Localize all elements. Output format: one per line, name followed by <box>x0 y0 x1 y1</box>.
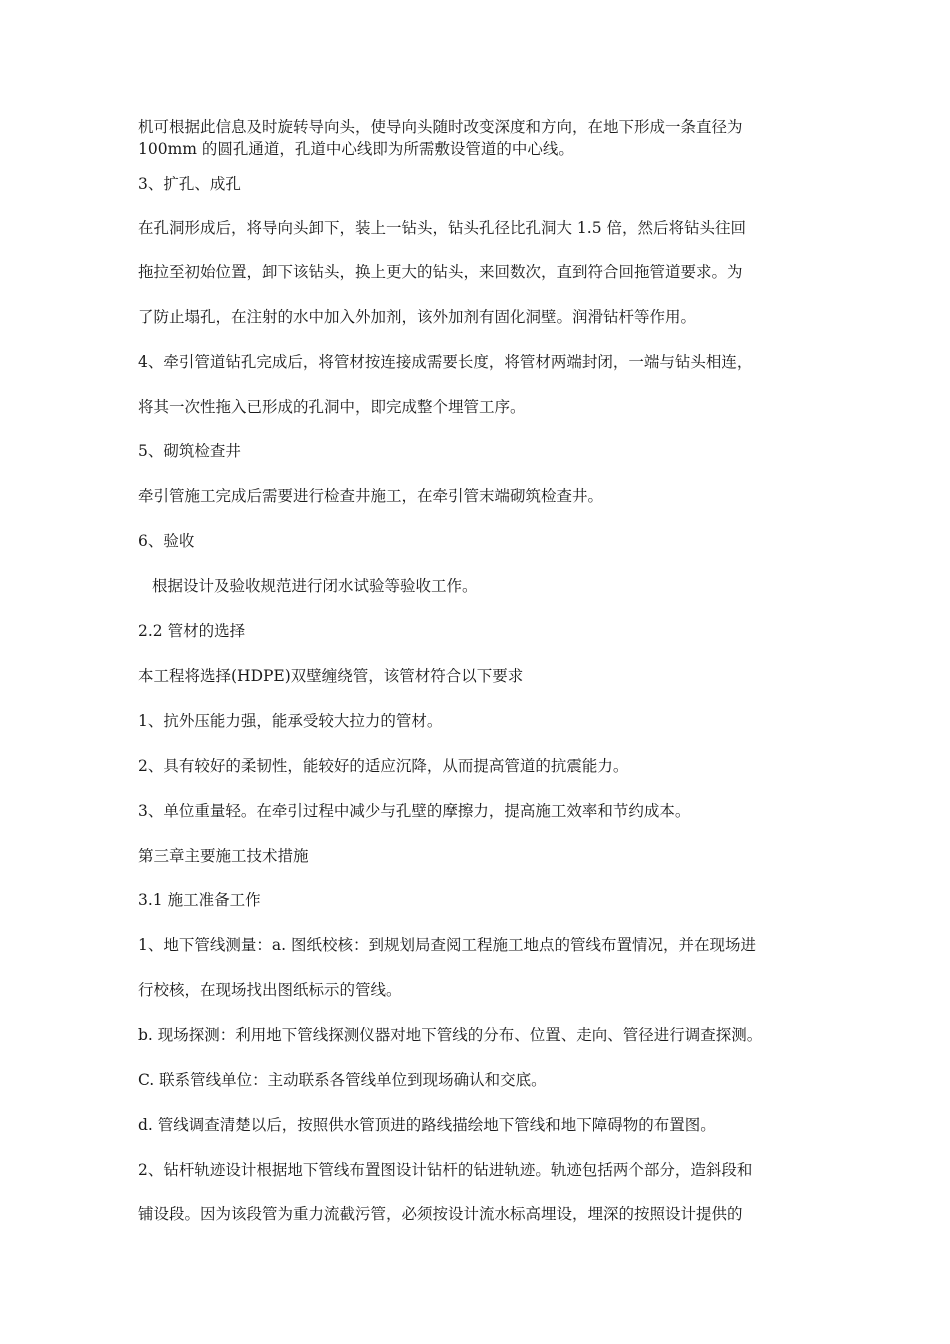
text-line: 2、钻杆轨迹设计根据地下管线布置图设计钻杆的钻进轨迹。轨迹包括两个部分，造斜段和 <box>138 1161 753 1179</box>
text-line: 铺设段。因为该段管为重力流截污管，必须按设计流水标高埋设，埋深的按照设计提供的 <box>138 1205 743 1223</box>
section-heading: 2.2 管材的选择 <box>138 622 246 640</box>
text-line: 行校核，在现场找出图纸标示的管线。 <box>138 981 402 999</box>
text-line: C. 联系管线单位：主动联系各管线单位到现场确认和交底。 <box>138 1071 547 1089</box>
text-line: 本工程将选择(HDPE)双壁缠绕管，该管材符合以下要求 <box>138 667 524 685</box>
text-line: 1、地下管线测量：a. 图纸校核：到规划局查阅工程施工地点的管线布置情况，并在现场进 <box>138 936 756 954</box>
list-item: 1、抗外压能力强，能承受较大拉力的管材。 <box>138 712 443 730</box>
text-line: 根据设计及验收规范进行闭水试验等验收工作。 <box>152 577 478 595</box>
text-line: 在孔洞形成后，将导向头卸下，装上一钻头，钻头孔径比孔洞大 1.5 倍，然后将钻头往回 <box>138 219 747 237</box>
section-heading: 6、验收 <box>138 532 195 550</box>
section-heading: 3、扩孔、成孔 <box>138 175 241 193</box>
text-line: 了防止塌孔，在注射的水中加入外加剂，该外加剂有固化洞壁。润滑钻杆等作用。 <box>138 308 697 326</box>
list-item: 2、具有较好的柔韧性，能较好的适应沉降，从而提高管道的抗震能力。 <box>138 757 629 775</box>
section-heading: 3.1 施工准备工作 <box>138 891 261 909</box>
text-line: 牵引管施工完成后需要进行检查井施工，在牵引管末端砌筑检查井。 <box>138 487 604 505</box>
section-heading: 5、砌筑检查井 <box>138 442 241 460</box>
text-line: d. 管线调查清楚以后，按照供水管顶进的路线描绘地下管线和地下障碍物的布置图。 <box>138 1116 716 1134</box>
text-line: 机可根据此信息及时旋转导向头，使导向头随时改变深度和方向，在地下形成一条直径为 <box>138 118 743 136</box>
text-line: b. 现场探测：利用地下管线探测仪器对地下管线的分布、位置、走向、管径进行调查探测。 <box>138 1026 763 1044</box>
text-line: 将其一次性拖入已形成的孔洞中，即完成整个埋管工序。 <box>138 398 526 416</box>
text-line: 4、牵引管道钻孔完成后，将管材按连接成需要长度，将管材两端封闭，一端与钻头相连， <box>138 353 753 371</box>
text-line: 拖拉至初始位置，卸下该钻头，换上更大的钻头，来回数次，直到符合回拖管道要求。为 <box>138 263 743 281</box>
text-line: 100mm 的圆孔通道，孔道中心线即为所需敷设管道的中心线。 <box>138 140 574 158</box>
list-item: 3、单位重量轻。在牵引过程中减少与孔壁的摩擦力，提高施工效率和节约成本。 <box>138 802 691 820</box>
chapter-heading: 第三章主要施工技术措施 <box>138 847 309 865</box>
